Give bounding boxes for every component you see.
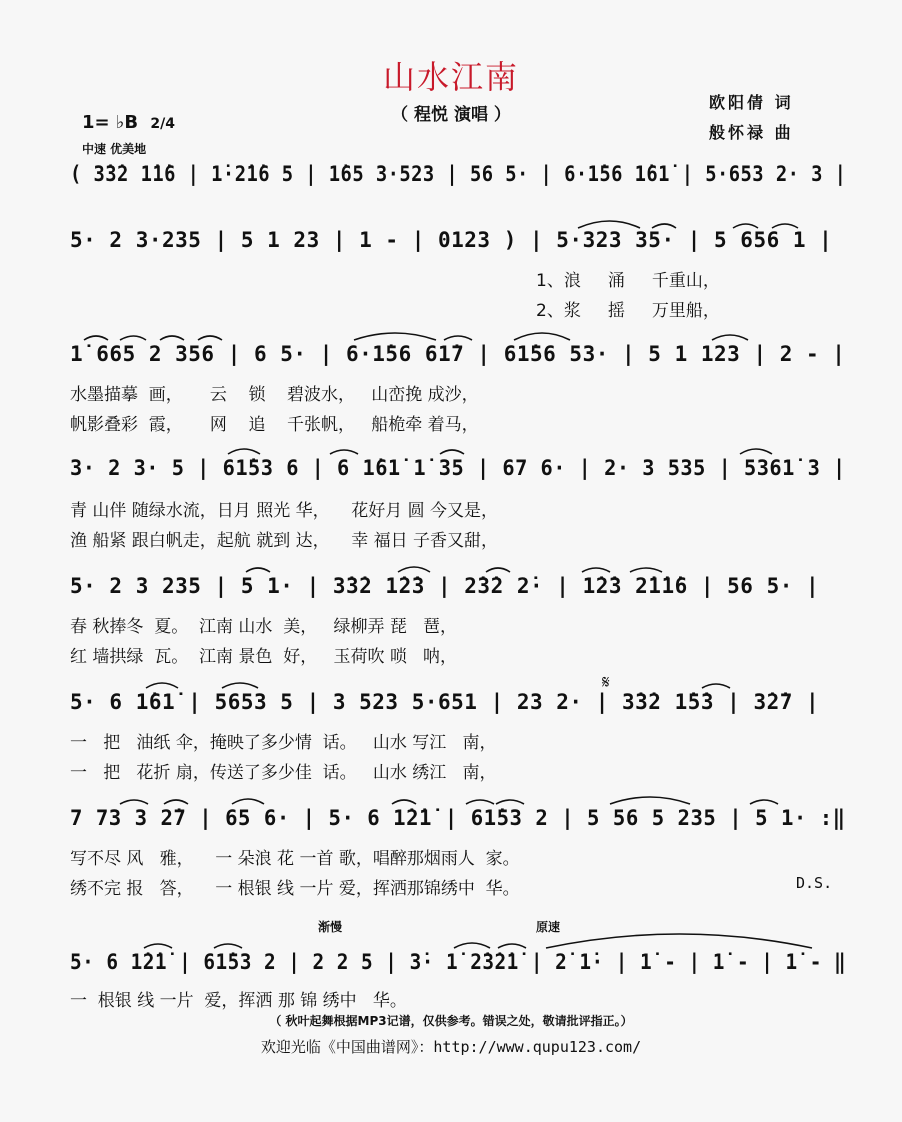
slur <box>733 224 758 228</box>
tempo-marking: 中速 优美地 <box>82 142 147 156</box>
slur <box>610 797 690 804</box>
transcription-note: （ 秋叶起舞根据MP3记谱，仅供参考。错误之处，敬请批评指正。） <box>269 1014 633 1028</box>
slur <box>496 800 524 804</box>
slur <box>198 336 222 340</box>
slur <box>498 944 526 948</box>
website-credit: 欢迎光临《中国曲谱网》：http://www.qupu123.com/ <box>260 1038 642 1056</box>
notes-row-8: 5· 6 1̇2̇1̇ | 61̇53 2 | 2 2 5 | 3̇· 1̇ 2̇3̇2̇1̇ | 2̇ 1̇· | 1̇ - | 1̇ - | 1̇ - ‖ <box>70 950 847 974</box>
lyric-line: 水墨描摹 画， 云 锁 碧波水， 山峦挽 成沙， <box>70 385 479 405</box>
lyric-line: 帆影叠彩 霞， 网 追 千张帆， 船桅牵 着马， <box>70 415 479 435</box>
slur <box>164 800 188 804</box>
segno-sign: 𝄋 <box>602 672 610 693</box>
slur <box>392 800 416 804</box>
slur <box>330 450 358 454</box>
slur <box>702 684 730 688</box>
slur <box>84 336 108 340</box>
lyric-line: 春 秋捧冬 夏。 江南 山水 美， 绿柳弄 琵 琶， <box>70 617 458 637</box>
slur <box>546 934 812 948</box>
slur <box>712 335 748 340</box>
slur <box>652 224 676 228</box>
slur <box>466 800 494 804</box>
notes-row-4: 3· 2 3· 5 | 61̇53 6 | 6 1̇61̇ 1̇ 35 | 67 6· | 2· 3 535 | 5361̇ 3 | <box>70 456 846 480</box>
slur <box>160 336 184 340</box>
notes-row-2: 5· 2 3·235 | 5 1 23 | 1 - | 0123 ) | 5·323 35· | 5 656 1 | <box>70 228 833 252</box>
lyric-line: 1、浪 涌 千重山， <box>536 271 720 291</box>
slur <box>582 568 610 572</box>
notes-row-7: 7 73 3 2̇7 | 65 6· | 5· 6 1̇2̇1̇ | 61̇53 2 | 5 56 5 235 | 5 1· :‖ <box>70 806 846 830</box>
lyric-line: 红 墙拱绿 瓦。 江南 景色 好， 玉荷吹 唢 呐， <box>70 647 458 667</box>
lyric-line: 一 把 花折 扇，传送了多少佳 话。 山水 绣江 南， <box>70 763 497 783</box>
slur <box>772 224 798 228</box>
slur <box>578 221 640 228</box>
lyric-line: 绣不完 报 答， 一 根银 线 一片 爱，挥洒那锦绣中 华。 <box>70 879 520 899</box>
notes-row-5: 5· 2 3 235 | 5 1· | 3̇3̇2 1̇2̇3 | 2̇3̇2 2̇· | 1̇2̇3 2̇1̇1̇6 | 56 5· | <box>70 574 820 598</box>
lyricist-credit: 欧阳倩 词 <box>709 93 794 112</box>
notes-row-6: 5· 6 1̇61̇ | 5653 5 | 3 523 5·651 | 23 2· | 3̇3̇2 1̇5̇3 | 3̇2̇7 | <box>70 690 820 714</box>
slur <box>630 568 662 572</box>
lyric-line: 2、浆 摇 万里船， <box>536 301 720 321</box>
lyric-line: 一 根银 线 一片 爱，挥洒 那 锦 绣中 华。 <box>70 991 407 1011</box>
slur <box>398 567 430 572</box>
key-label: 1= ♭B <box>82 112 139 133</box>
slur <box>232 799 264 804</box>
notes-row-1: ( 3̇3̇2 1̇1̇6 | 1̇·2̇1̇6 5 | 1̇65 3·523 | 56 5· | 6·1̇56 1̇61̇ | 5·653 2· 3 | <box>70 162 847 186</box>
slur <box>120 800 148 804</box>
song-title: 山水江南 <box>382 58 519 96</box>
slur <box>144 944 172 948</box>
lyric-line: 青 山伴 随绿水流，日月 照光 华， 花好月 圆 今又是， <box>70 501 499 521</box>
notes-row-3: 1̇ 665 2 356 | 6 5· | 6·1̇56 61̇7 | 61̇56 53· | 5 1 123 | 2 - | <box>70 342 846 366</box>
slur <box>214 944 242 948</box>
lyric-line: 一 把 油纸 伞，掩映了多少情 话。 山水 写江 南， <box>70 733 497 753</box>
slur <box>750 800 778 804</box>
slur <box>222 683 258 688</box>
gradual-slow-marking: 渐慢 <box>318 920 343 934</box>
slur <box>228 449 260 454</box>
slur <box>454 943 490 948</box>
ds-marking: D.S. <box>796 874 833 892</box>
slur <box>486 568 510 572</box>
composer-credit: 般怀禄 曲 <box>709 123 794 142</box>
lyric-line: 渔 船紧 跟白帆走，起航 就到 达， 幸 福日 子香又甜， <box>70 531 499 551</box>
slur <box>444 336 472 340</box>
original-tempo-marking: 原速 <box>536 920 561 934</box>
time-signature: 2/4 <box>150 116 175 132</box>
singer-credit: （ 程悦 演唱 ） <box>391 105 511 125</box>
slur <box>246 568 270 572</box>
slur <box>120 336 146 340</box>
lyric-line: 写不尽 风 雅， 一 朵浪 花 一首 歌，唱醉那烟雨人 家。 <box>70 849 520 869</box>
slur <box>440 450 464 454</box>
slur <box>740 449 772 454</box>
slur <box>514 333 570 340</box>
slur <box>354 333 436 340</box>
slur <box>146 683 178 688</box>
